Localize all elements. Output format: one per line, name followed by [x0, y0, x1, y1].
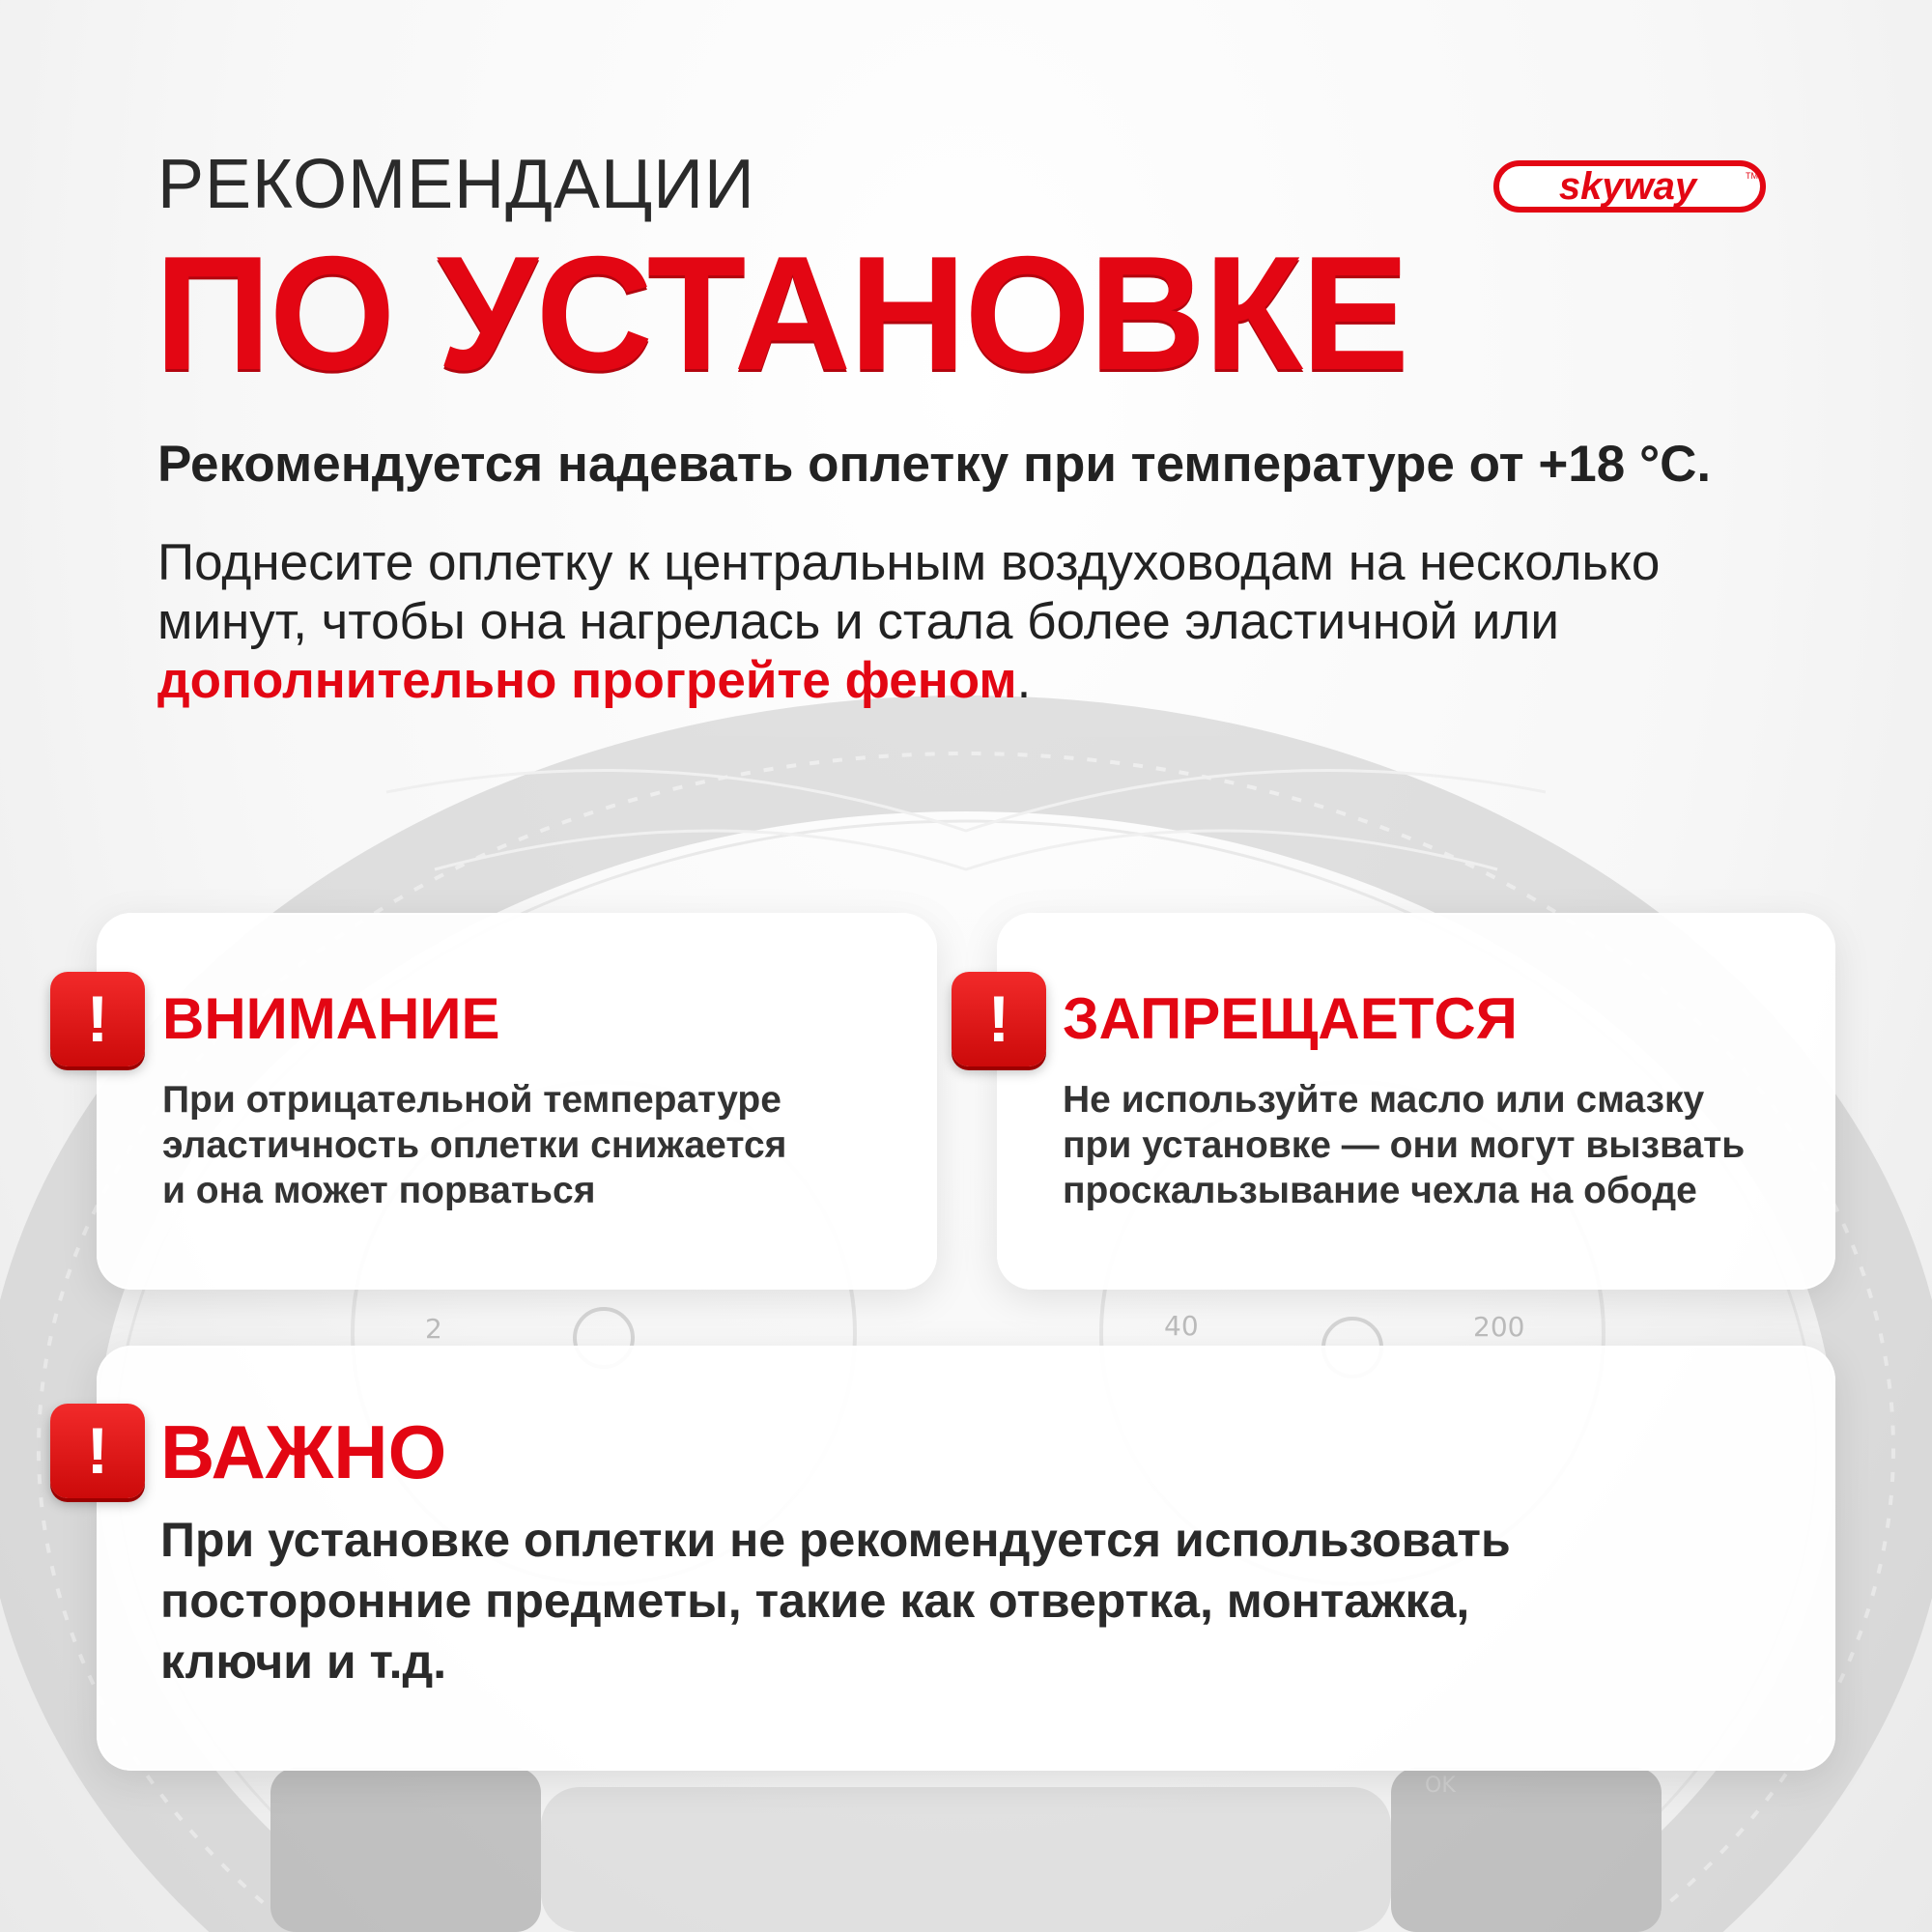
exclamation-icon: ! [952, 972, 1046, 1066]
forbidden-title: ЗАПРЕЩАЕТСЯ [1063, 986, 1518, 1051]
important-text-1: При установке оплетки не рекомендуется использовать [160, 1513, 1511, 1567]
important-text-2: посторонние предметы, такие как отвертка, монтажка, [160, 1574, 1470, 1628]
gauge-right-number: 200 [1473, 1311, 1525, 1343]
gauge-left-number: 2 [425, 1313, 442, 1345]
title-line-2: ПО УСТАНОВКЕ [155, 222, 1408, 404]
intro-paragraph [157, 533, 1800, 710]
intro-highlight: дополнительно прогрейте феном [157, 652, 1017, 709]
attention-text-2: эластичность оплетки снижается [162, 1124, 787, 1166]
attention-text-3: и она может порваться [162, 1170, 596, 1211]
logo-tm: TM [1746, 171, 1758, 181]
exclamation-icon: ! [50, 972, 145, 1066]
intro-paragraph-text: Поднесите оплетку к центральным воздуховодам на несколько минут, чтобы она нагрелась и стала более эластичной или [157, 534, 1661, 650]
title-line-1: РЕКОМЕНДАЦИИ [157, 146, 755, 223]
intro-paragraph-end: . [1016, 652, 1032, 709]
attention-title: ВНИМАНИЕ [162, 986, 500, 1051]
important-title: ВАЖНО [160, 1409, 447, 1494]
important-text-3: ключи и т.д. [160, 1634, 447, 1689]
gauge-mid-number: 40 [1164, 1310, 1199, 1342]
attention-text-1: При отрицательной температуре [162, 1079, 781, 1121]
forbidden-text-1: Не используйте масло или смазку [1063, 1079, 1705, 1121]
exclamation-icon: ! [50, 1404, 145, 1498]
logo-text: skyway [1558, 165, 1697, 208]
forbidden-text-3: проскальзывание чехла на ободе [1063, 1170, 1697, 1211]
intro-temperature: Рекомендуется надевать оплетку при температуре от +18 °С. [157, 436, 1712, 493]
ok-label: OK [1425, 1774, 1456, 1798]
forbidden-text-2: при установке — они могут вызвать [1063, 1124, 1746, 1166]
skyway-logo [1492, 157, 1773, 215]
